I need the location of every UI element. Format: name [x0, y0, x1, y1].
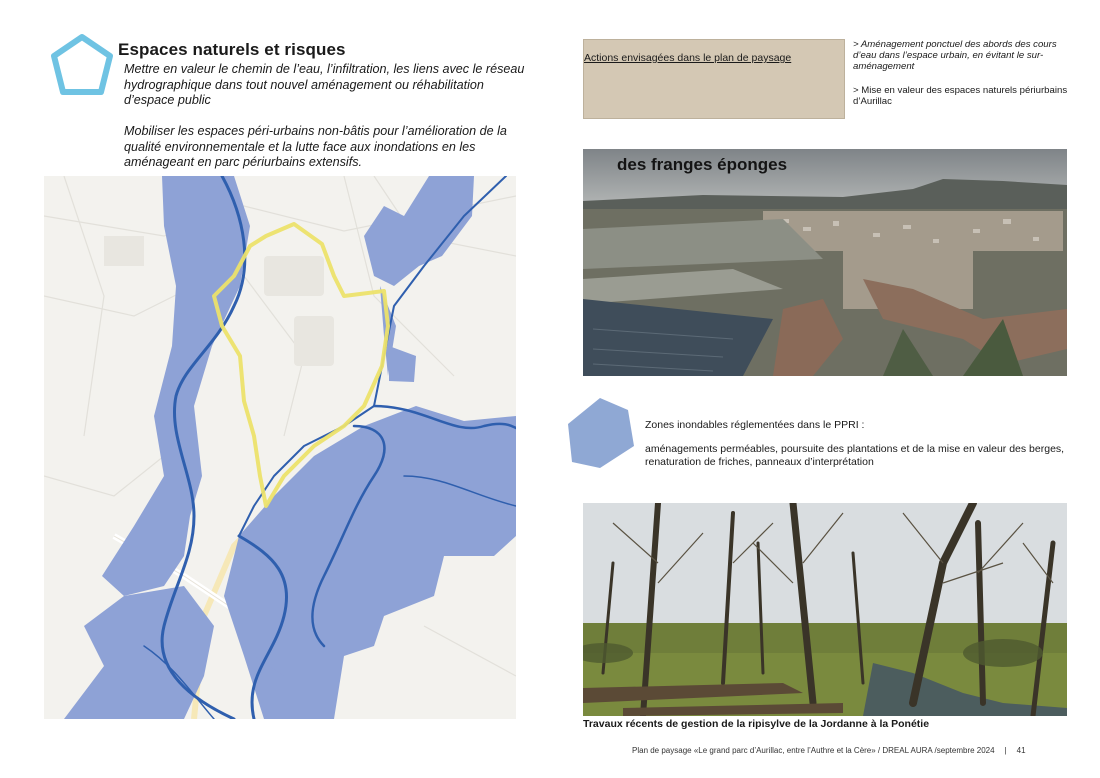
flood-photo: [583, 149, 1067, 376]
intro-paragraph-water: Mettre en valeur le chemin de l’eau, l’infiltration, les liens avec le réseau hydrographique dans tout nouvel aménagement ou réhabilitation d’espace public: [124, 62, 525, 107]
legend-description: aménagements perméables, poursuite des plantations et de la mise en valeur des berges, renaturation de friches, panneaux d’interprétation: [645, 443, 1065, 468]
actions-title: Actions envisagées dans le plan de paysage: [584, 52, 792, 64]
action-item-2: > Mise en valeur des espaces naturels périurbains d’Aurillac: [853, 85, 1068, 108]
ripisylve-photo: [583, 503, 1067, 716]
legend-title: Zones inondables réglementées dans le PPRI :: [645, 419, 865, 431]
flood-photo-caption: des franges éponges: [617, 155, 788, 174]
flood-zone-map: [44, 176, 516, 719]
footer: Plan de paysage «Le grand parc d’Aurillac, entre l’Authre et la Cère» / DREAL AURA /septembre 2024 | 41: [632, 746, 1026, 755]
intro-paragraph-periurban: Mobiliser les espaces péri-urbains non-bâtis pour l’amélioration de la qualité environnementale et la lutte face aux inondations en les aménageant en parc périurbains extensifs.: [124, 124, 507, 169]
page-number: 41: [1016, 746, 1026, 755]
pentagon-outline-icon: [48, 32, 116, 100]
footer-text: Plan de paysage «Le grand parc d’Aurillac, entre l’Authre et la Cère» / DREAL AURA /septembre 2024: [632, 746, 995, 755]
ripisylve-photo-caption: Travaux récents de gestion de la ripisylve de la Jordanne à la Ponétie: [583, 718, 930, 730]
pentagon-filled-icon: [568, 396, 634, 468]
page-title: Espaces naturels et risques: [118, 40, 346, 59]
actions-box: [583, 39, 845, 119]
action-item-1: > Aménagement ponctuel des abords des cours d’eau dans l’espace urbain, en évitant le sur-aménagement: [853, 39, 1057, 73]
